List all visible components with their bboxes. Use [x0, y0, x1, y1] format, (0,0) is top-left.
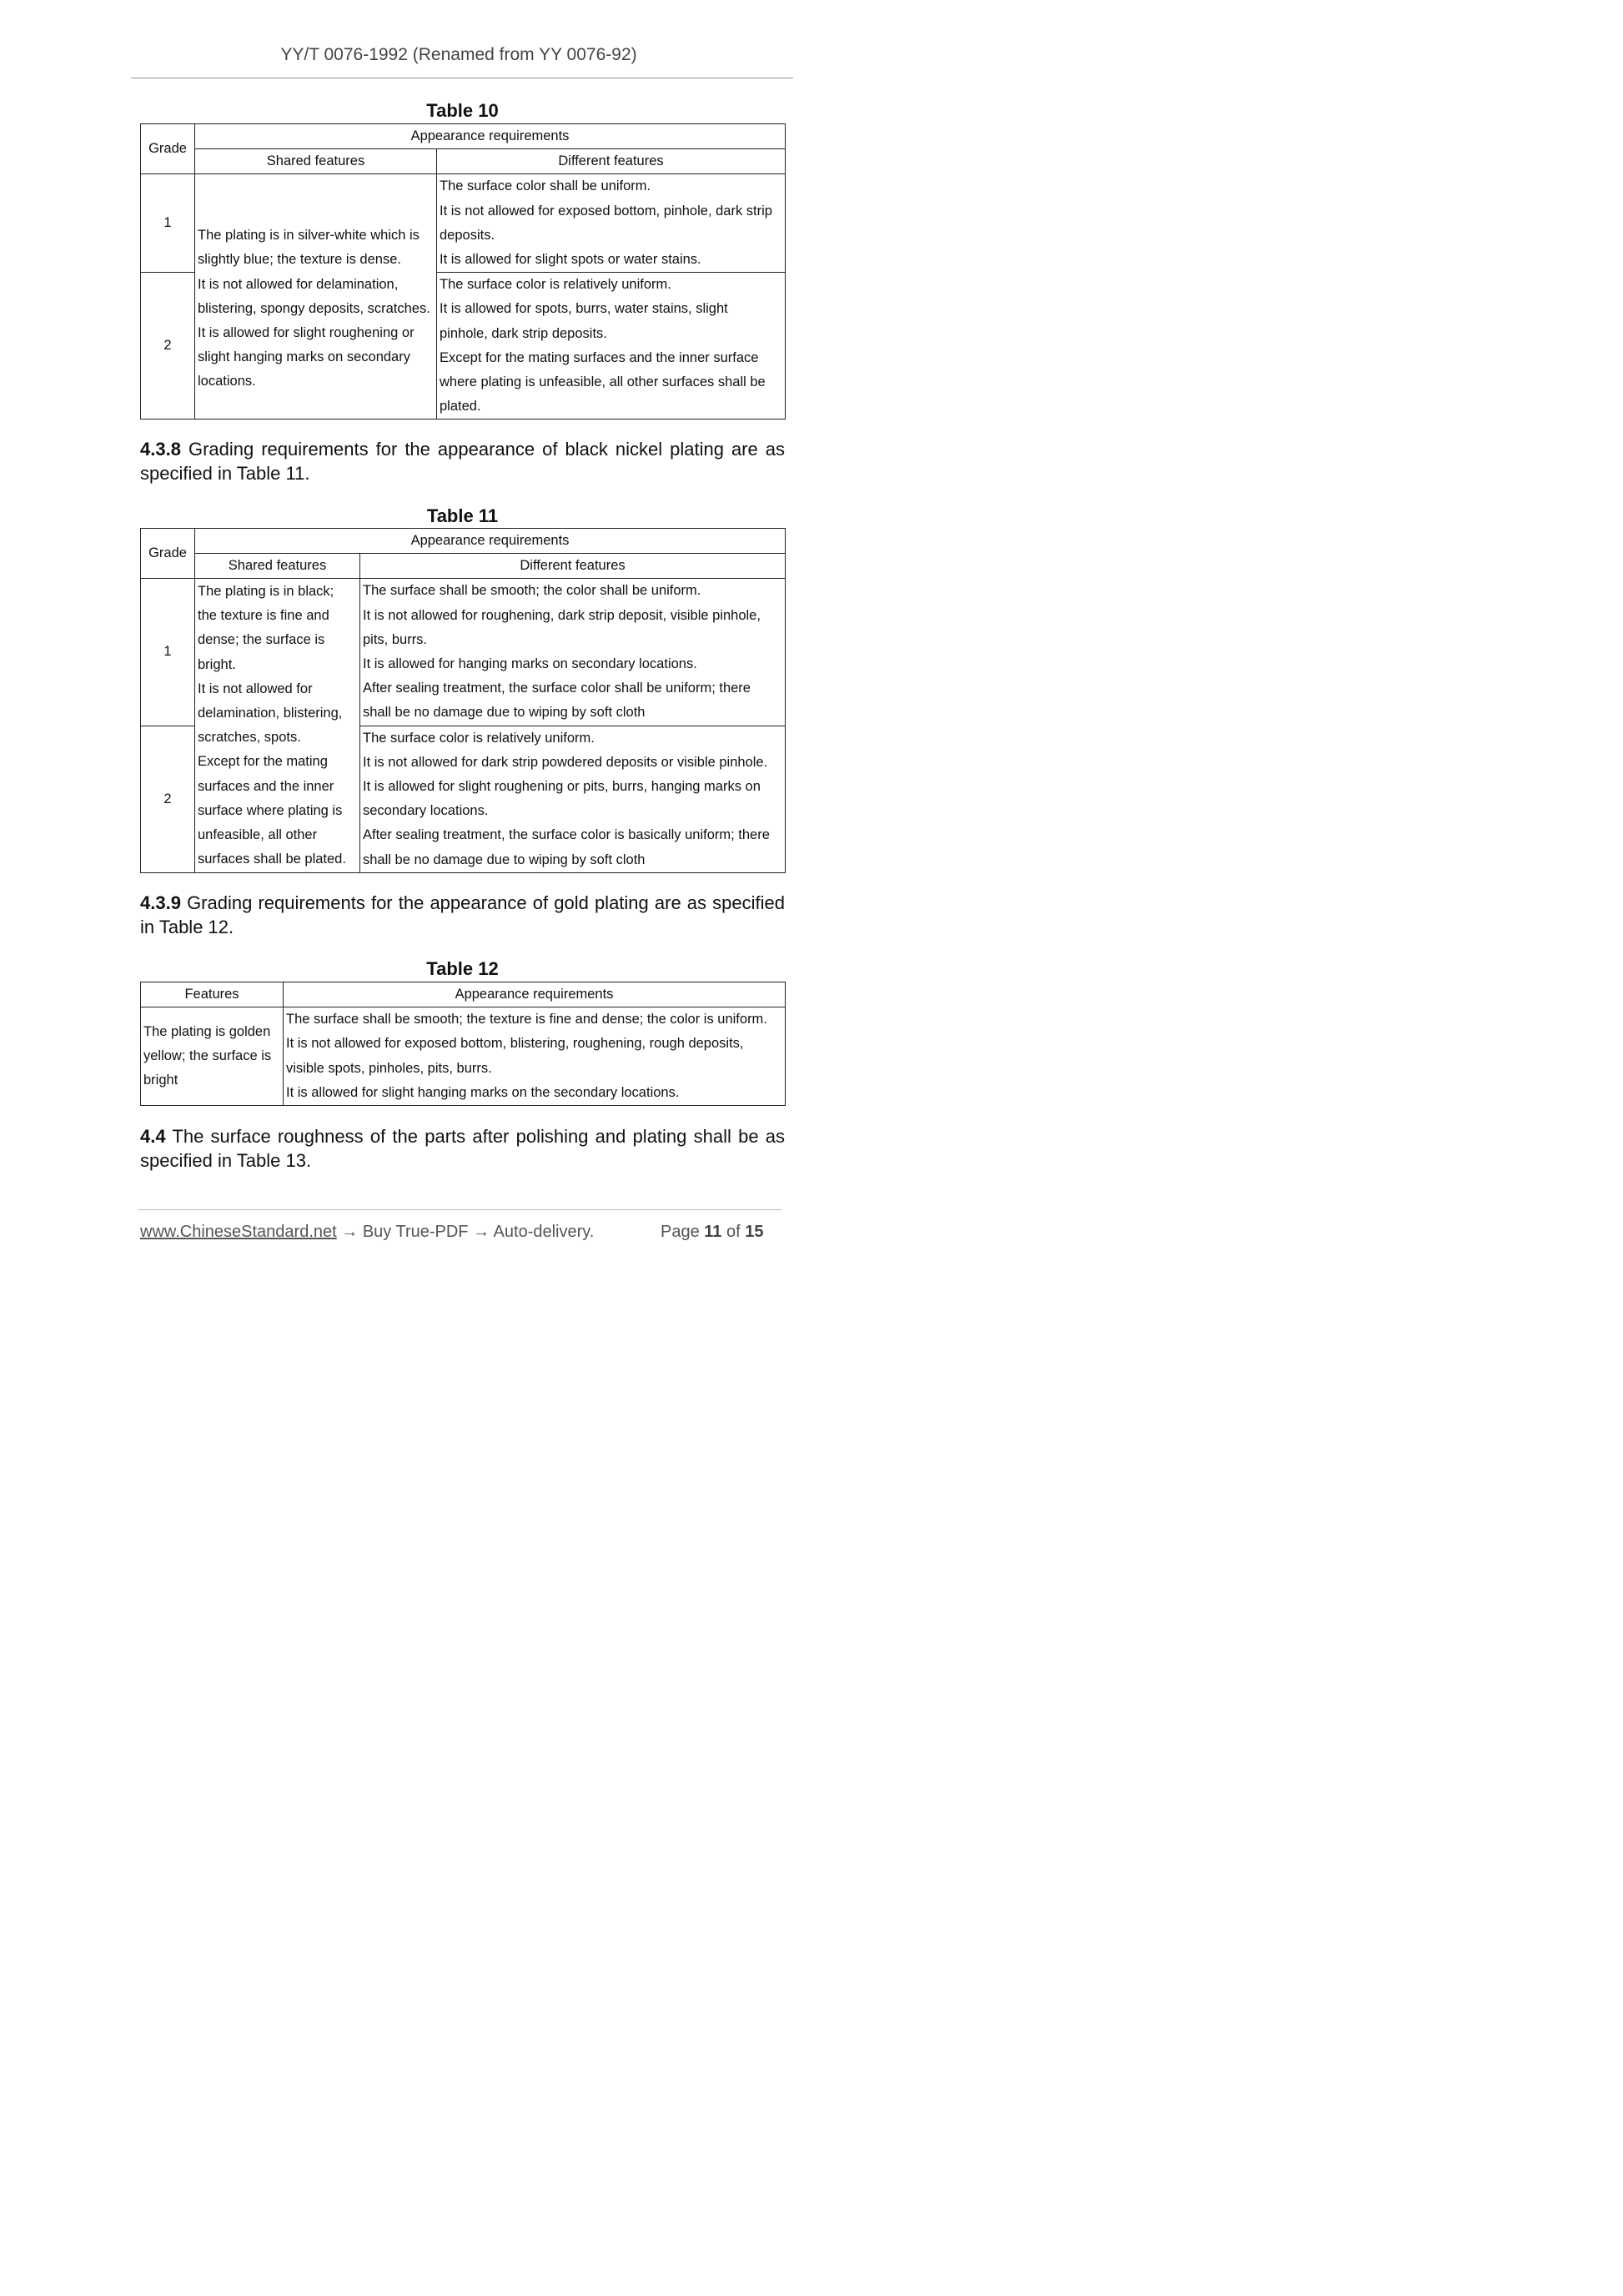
table-11-diff1-line: pits, burrs. [363, 631, 428, 647]
table-11-shared-line: bright. [198, 656, 236, 672]
table-11-diff2-line: It is not allowed for dark strip powdered deposits or visible pinhole. [363, 754, 768, 770]
table-11-shared-line: scratches, spots. [198, 730, 301, 746]
arrow-right-icon: → [473, 1223, 490, 1241]
table-11-diff1-line: It is not allowed for roughening, dark strip deposit, visible pinhole, [363, 607, 761, 623]
table-11-shared-line: surfaces and the inner [198, 778, 334, 794]
page-total: 15 [745, 1223, 764, 1241]
table-12-appearance-line: visible spots, pinholes, pits, burrs. [286, 1060, 492, 1076]
paragraph-text: The surface roughness of the parts after polishing and plating shall be as specified in Table 13. [140, 1126, 786, 1171]
table-12-appearance-line: It is allowed for slight hanging marks on the secondary locations. [286, 1084, 680, 1100]
table-10-different-grade-2 [437, 273, 786, 420]
table-11-different-header: Different features [360, 554, 786, 579]
table-10-diff2-line: plated. [440, 399, 481, 414]
table-11-shared-line: delamination, blistering, [198, 705, 343, 721]
table-11-diff2-line: It is allowed for slight roughening or pits, burrs, hanging marks on [363, 779, 761, 795]
table-11-shared-line: the texture is fine and [198, 608, 329, 624]
section-number: 4.3.9 [140, 892, 181, 913]
of-label: of [726, 1223, 741, 1241]
page-indicator [661, 1223, 764, 1242]
table-10-different-header: Different features [437, 149, 786, 174]
section-number: 4.3.8 [140, 439, 181, 460]
table-10-appearance-header: Appearance requirements [195, 124, 786, 149]
table-11-title: Table 11 [426, 505, 499, 526]
paragraph-text: Grading requirements for the appearance of gold plating are as specified in Table 12. [140, 892, 785, 937]
table-11-shared-line: The plating is in black; [198, 583, 334, 599]
table-10 [140, 123, 786, 420]
table-11-diff2-line: The surface color is relatively uniform. [363, 730, 595, 746]
table-12 [140, 982, 786, 1106]
table-10-diff2-line: pinhole, dark strip deposits. [440, 325, 607, 341]
table-12-title: Table 12 [426, 958, 499, 979]
table-11-grade-2: 2 [141, 726, 195, 872]
table-11-shared-header: Shared features [195, 554, 360, 579]
table-10-diff2-line: Except for the mating surfaces and the inner surface [440, 349, 759, 365]
table-11-diff1-line: The surface shall be smooth; the color shall be uniform. [363, 583, 701, 599]
table-11-diff1-line: After sealing treatment, the surface color shall be uniform; there [363, 681, 751, 696]
table-11-shared-line: surface where plating is [198, 802, 343, 818]
table-11-grade-header: Grade [141, 529, 195, 579]
table-12-appearance-line: The surface shall be smooth; the texture is fine and dense; the color is uniform. [286, 1012, 767, 1027]
table-11-shared-line: unfeasible, all other [198, 826, 318, 842]
table-11-grade-1: 1 [141, 579, 195, 726]
arrow-right-icon: → [341, 1223, 359, 1241]
table-10-diff1-line: It is allowed for slight spots or water stains. [440, 252, 701, 268]
page-number: 11 [704, 1223, 722, 1241]
table-11-different-grade-1 [360, 579, 786, 726]
table-10-shared-line: It is not allowed for delamination, [198, 276, 399, 292]
paragraph-4-4 [140, 1124, 785, 1173]
website-link[interactable]: www.ChineseStandard.net [140, 1223, 337, 1241]
document-header-title: YY/T 0076-1992 (Renamed from YY 0076-92) [280, 45, 637, 64]
table-10-shared-features [195, 174, 437, 420]
table-10-diff1-line: It is not allowed for exposed bottom, pinhole, dark strip [440, 203, 772, 219]
paragraph-text: Grading requirements for the appearance of black nickel plating are as specified in Table 11. [140, 439, 785, 484]
table-10-title: Table 10 [426, 100, 499, 121]
table-10-diff2-line: where plating is unfeasible, all other surfaces shall be [440, 374, 766, 390]
table-10-grade-1: 1 [141, 174, 195, 273]
table-10-shared-line: It is allowed for slight roughening or [198, 325, 415, 341]
table-10-shared-line: slightly blue; the texture is dense. [198, 252, 401, 268]
table-10-shared-line: blistering, spongy deposits, scratches. [198, 300, 430, 316]
table-10-diff2-line: The surface color is relatively uniform. [440, 277, 671, 293]
paragraph-4-3-8 [140, 437, 785, 485]
table-11-diff2-line: After sealing treatment, the surface color is basically uniform; there [363, 827, 770, 843]
footer-promo [140, 1223, 594, 1242]
table-11-diff2-line: shall be no damage due to wiping by soft cloth [363, 852, 646, 867]
table-11-appearance-header: Appearance requirements [195, 529, 786, 554]
table-12-features-header: Features [141, 982, 284, 1007]
table-11-shared-line: dense; the surface is [198, 632, 325, 648]
table-11-shared-line: It is not allowed for [198, 681, 313, 696]
table-11-different-grade-2 [360, 726, 786, 872]
auto-delivery-text: Auto-delivery. [493, 1223, 595, 1241]
table-12-appearance-cell [284, 1007, 786, 1106]
table-12-appearance-line: It is not allowed for exposed bottom, blistering, roughening, rough deposits, [286, 1036, 744, 1052]
table-12-feature-line: bright [143, 1073, 178, 1088]
table-11 [140, 528, 786, 873]
table-12-features-cell [141, 1007, 284, 1106]
table-11-diff1-line: It is allowed for hanging marks on secondary locations. [363, 656, 697, 672]
table-12-feature-line: yellow; the surface is [143, 1048, 272, 1063]
table-11-shared-line: surfaces shall be plated. [198, 852, 346, 867]
table-10-diff1-line: deposits. [440, 227, 495, 243]
table-10-grade-2: 2 [141, 273, 195, 420]
buy-true-pdf-text: Buy True-PDF [362, 1223, 469, 1241]
table-12-appearance-header: Appearance requirements [284, 982, 786, 1007]
table-10-grade-header: Grade [141, 124, 195, 174]
footer-divider [138, 1209, 781, 1210]
table-11-shared-line: Except for the mating [198, 754, 328, 770]
table-12-feature-line: The plating is golden [143, 1023, 271, 1039]
page-label: Page [661, 1223, 700, 1241]
table-11-diff2-line: secondary locations. [363, 803, 489, 819]
table-10-diff2-line: It is allowed for spots, burrs, water stains, slight [440, 301, 728, 317]
table-10-shared-line: slight hanging marks on secondary [198, 349, 410, 365]
section-number: 4.4 [140, 1126, 166, 1147]
table-11-shared-features [195, 579, 360, 872]
paragraph-4-3-9 [140, 891, 785, 939]
table-11-diff1-line: shall be no damage due to wiping by soft cloth [363, 705, 646, 721]
table-10-shared-line: locations. [198, 374, 256, 389]
table-10-different-grade-1 [437, 174, 786, 273]
table-10-shared-line: The plating is in silver-white which is [198, 228, 420, 244]
table-10-shared-header: Shared features [195, 149, 437, 174]
table-10-diff1-line: The surface color shall be uniform. [440, 178, 651, 194]
